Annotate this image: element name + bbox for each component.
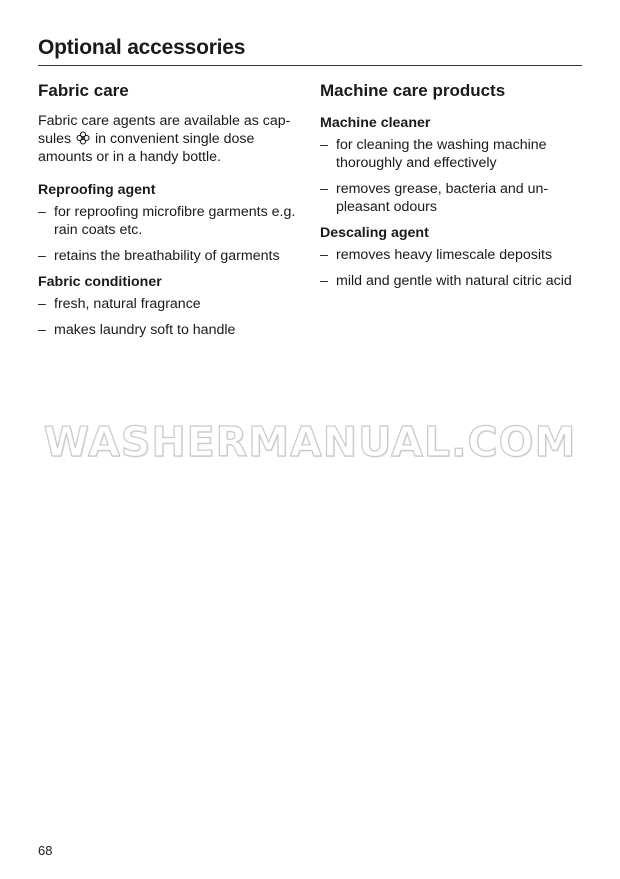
machine-care-heading: Machine care products — [320, 81, 506, 100]
reproofing-agent-list — [38, 203, 306, 265]
capsule-icon — [76, 131, 90, 145]
list-item: – mild and gentle with natural citric acid — [320, 272, 588, 290]
list-item: – for reproofing microfibre garments e.g. rain coats etc. — [38, 203, 306, 239]
fabric-conditioner-title: Fabric conditioner — [38, 274, 162, 290]
page-title: Optional accessories — [38, 36, 246, 59]
fabric-care-intro — [38, 112, 306, 166]
machine-cleaner-title: Machine cleaner — [320, 115, 431, 131]
fabric-care-heading: Fabric care — [38, 81, 129, 100]
list-item: – removes grease, bacteria and un-pleasant odours — [320, 180, 588, 216]
list-item: – for cleaning the washing machine thoroughly and effectively — [320, 136, 588, 172]
descaling-agent-list — [320, 246, 588, 290]
list-item: – retains the breathability of garments — [38, 247, 306, 265]
intro-text-start: Fabric care agents are available as cap-sules — [38, 113, 291, 147]
list-item: – makes laundry soft to handle — [38, 321, 306, 339]
fabric-care-column — [38, 80, 306, 347]
fabric-conditioner-list — [38, 295, 306, 339]
machine-cleaner-list — [320, 136, 588, 216]
machine-care-column — [320, 80, 588, 298]
title-divider — [38, 65, 582, 66]
list-item: – removes heavy limescale deposits — [320, 246, 588, 264]
page-number: 68 — [38, 843, 53, 858]
reproofing-agent-title: Reproofing agent — [38, 182, 156, 198]
intro-text-end: in convenient single dose amounts or in a handy bottle. — [38, 131, 255, 165]
watermark: WASHERMANUAL.COM — [43, 418, 577, 466]
list-item: – fresh, natural fragrance — [38, 295, 306, 313]
descaling-agent-title: Descaling agent — [320, 225, 429, 241]
